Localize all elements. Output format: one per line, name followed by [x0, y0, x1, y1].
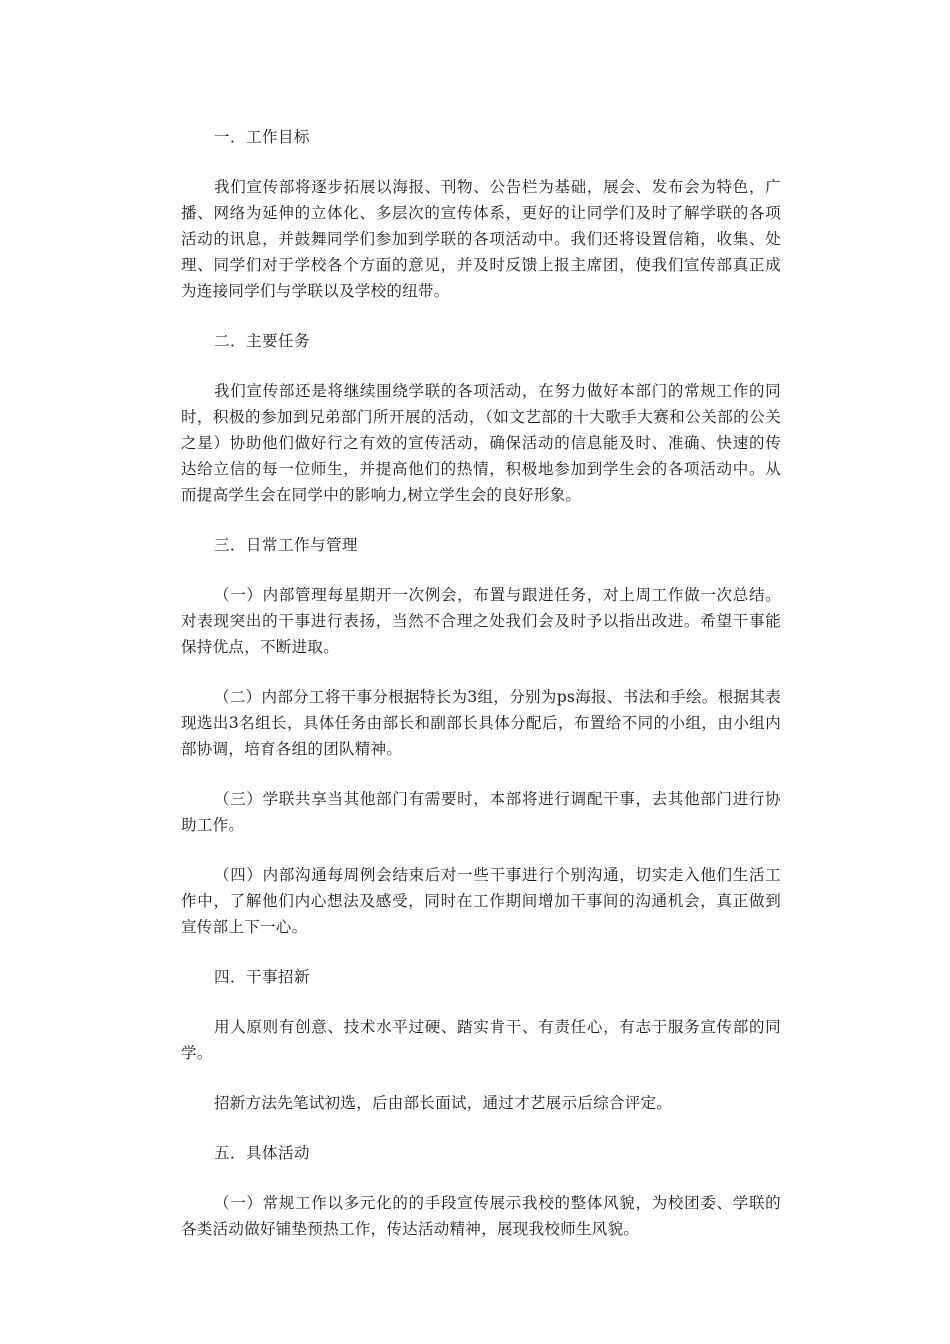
paragraph-internal-division: （二）内部分工将干事分根据特长为3组，分别为ps海报、书法和手绘。根据其表现选出3名组长，具体任务由部长和副部长具体分配后，布置给不同的小组，由小组内部协调，培育各组的团队精神。 — [181, 688, 781, 758]
paragraph-recruitment-principle: 用人原则有创意、技术水平过硬、踏实肯干、有责任心，有志于服务宣传部的同学。 — [181, 1018, 781, 1062]
paragraph-internal-management: （一）内部管理每星期开一次例会，布置与跟进任务，对上周工作做一次总结。对表现突出的干事进行表扬，当然不合理之处我们会及时予以指出改进。希望干事能保持优点，不断进取。 — [181, 586, 781, 656]
section-heading-tasks: 二．主要任务 — [214, 332, 311, 350]
paragraph-goals: 我们宣传部将逐步拓展以海报、刊物、公告栏为基础，展会、发布会为特色，广播、网络为延伸的立体化、多层次的宣传体系，更好的让同学们及时了解学联的各项活动的讯息，并鼓舞同学们参加到学联的各项活动中。我们还将设置信箱，收集、处理、同学们对于学校各个方面的意见，并及时反馈上报主席团，使我们宣传部真正成为连接同学们与学联以及学校的纽带。 — [181, 178, 781, 300]
document-body — [181, 124, 781, 1242]
section-heading-goals: 一．工作目标 — [214, 128, 311, 146]
paragraph-sharing: （三）学联共享当其他部门有需要时，本部将进行调配干事，去其他部门进行协助工作。 — [181, 790, 781, 834]
paragraph-tasks: 我们宣传部还是将继续围绕学联的各项活动，在努力做好本部门的常规工作的同时，积极的参加到兄弟部门所开展的活动，（如文艺部的十大歌手大赛和公关部的公关之星）协助他们做好行之有效的宣传活动，确保活动的信息能及时、准确、快速的传达给立信的每一位师生，并提高他们的热情，积极地参加到学生会的各项活动中。从而提高学生会在同学中的影响力,树立学生会的良好形象。 — [181, 382, 781, 504]
paragraph-communication: （四）内部沟通每周例会结束后对一些干事进行个别沟通，切实走入他们生活工作中，了解他们内心想法及感受，同时在工作期间增加干事间的沟通机会，真正做到宣传部上下一心。 — [181, 866, 781, 936]
section-heading-recruitment: 四．干事招新 — [214, 968, 311, 986]
section-heading-activities: 五．具体活动 — [214, 1144, 311, 1162]
paragraph-recruitment-method: 招新方法先笔试初选，后由部长面试，通过才艺展示后综合评定。 — [214, 1094, 673, 1112]
paragraph-regular-work: （一）常规工作以多元化的的手段宣传展示我校的整体风貌，为校团委、学联的各类活动做好铺垫预热工作，传达活动精神，展现我校师生风貌。 — [181, 1194, 781, 1238]
section-heading-daily-work: 三．日常工作与管理 — [214, 536, 359, 554]
